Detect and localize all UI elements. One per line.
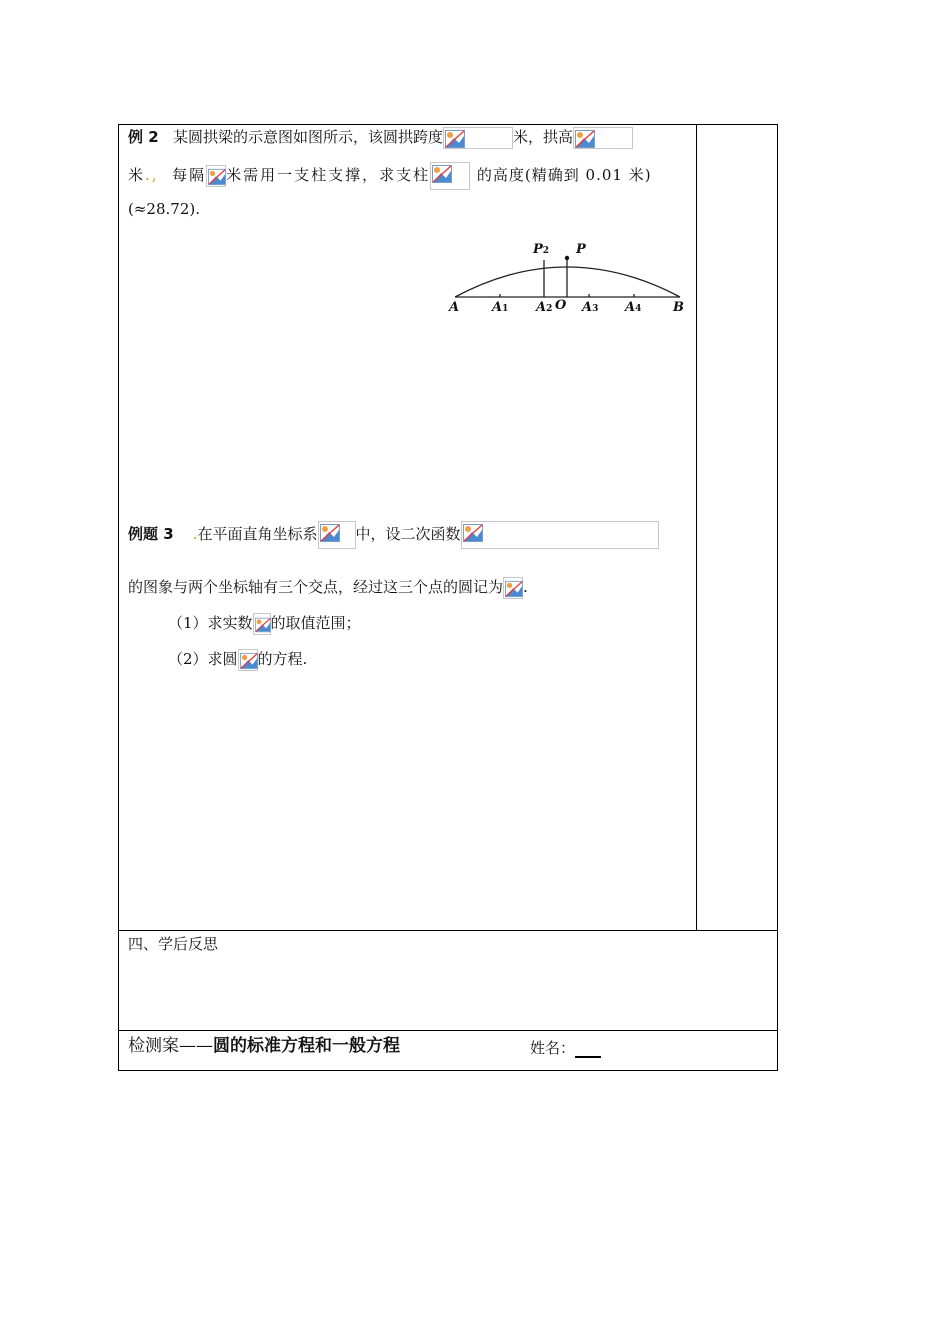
example3-question1 [168, 613, 361, 635]
broken-image-icon [253, 613, 271, 635]
footer-heading [128, 1035, 400, 1057]
example2-line2 [128, 162, 652, 190]
footer-prefix: 检测案—— [128, 1036, 213, 1056]
label-a1: A1 [492, 300, 509, 315]
example2-text-2a: 米 [128, 166, 146, 184]
footer-name-field [530, 1038, 601, 1058]
example2-text-2c: 米需用一支柱支撑，求支柱 [226, 166, 431, 184]
broken-image-icon [430, 162, 470, 190]
section4-title: 四、学后反思 [128, 935, 219, 953]
example2-text-2b: 每隔 [172, 166, 207, 184]
broken-image-icon [461, 521, 659, 549]
example2-text-1a: 某圆拱梁的示意图如图所示，该圆拱跨度 [172, 128, 443, 146]
label-a: A [449, 300, 460, 315]
q1-suffix: 的取值范围； [270, 614, 361, 632]
broken-image-icon [443, 127, 513, 149]
example3-line2 [128, 577, 528, 599]
broken-image-icon [238, 649, 258, 671]
example3-text-1b: 中，设二次函数 [355, 525, 461, 543]
example2-line3: (≈28.72). [128, 200, 200, 218]
label-p2: P2 [533, 242, 550, 257]
example3-text-2-end: . [523, 578, 528, 596]
name-blank[interactable] [575, 1042, 601, 1058]
example2-label: 例 2 [128, 128, 159, 146]
broken-image-icon [318, 521, 356, 549]
broken-image-icon [206, 165, 226, 187]
column-divider [696, 124, 697, 930]
example3-line1 [128, 521, 659, 549]
row-divider-section4 [118, 930, 778, 931]
example3-label: 例题 3 [128, 525, 174, 543]
label-a3: A3 [582, 300, 599, 315]
name-label: 姓名： [530, 1039, 576, 1057]
broken-image-icon [503, 577, 523, 599]
label-o: O [555, 298, 567, 313]
label-p: P [576, 242, 586, 257]
example3-mark: . [192, 525, 198, 543]
point-p [565, 256, 569, 260]
label-b: B [673, 300, 684, 315]
example3-text-2: 的图象与两个坐标轴有三个交点，经过这三个点的圆记为 [128, 578, 504, 596]
broken-image-icon [573, 127, 633, 149]
example2-text-1b: 米，拱高 [513, 128, 574, 146]
example3-text-1a: 在平面直角坐标系 [197, 525, 318, 543]
example3-question2 [168, 649, 307, 671]
q2-prefix: （2）求圆 [168, 650, 238, 668]
example2-text-2d: 的高度(精确到 0.01 米) [476, 166, 652, 184]
row-divider-footer [118, 1030, 778, 1031]
footer-title: 圆的标准方程和一般方程 [213, 1036, 400, 1056]
example2-line1 [128, 127, 633, 149]
example2-mark: ., [145, 166, 159, 184]
q1-prefix: （1）求实数 [168, 614, 253, 632]
q2-suffix: 的方程. [257, 650, 308, 668]
label-a2: A2 [536, 300, 553, 315]
label-a4: A4 [625, 300, 642, 315]
